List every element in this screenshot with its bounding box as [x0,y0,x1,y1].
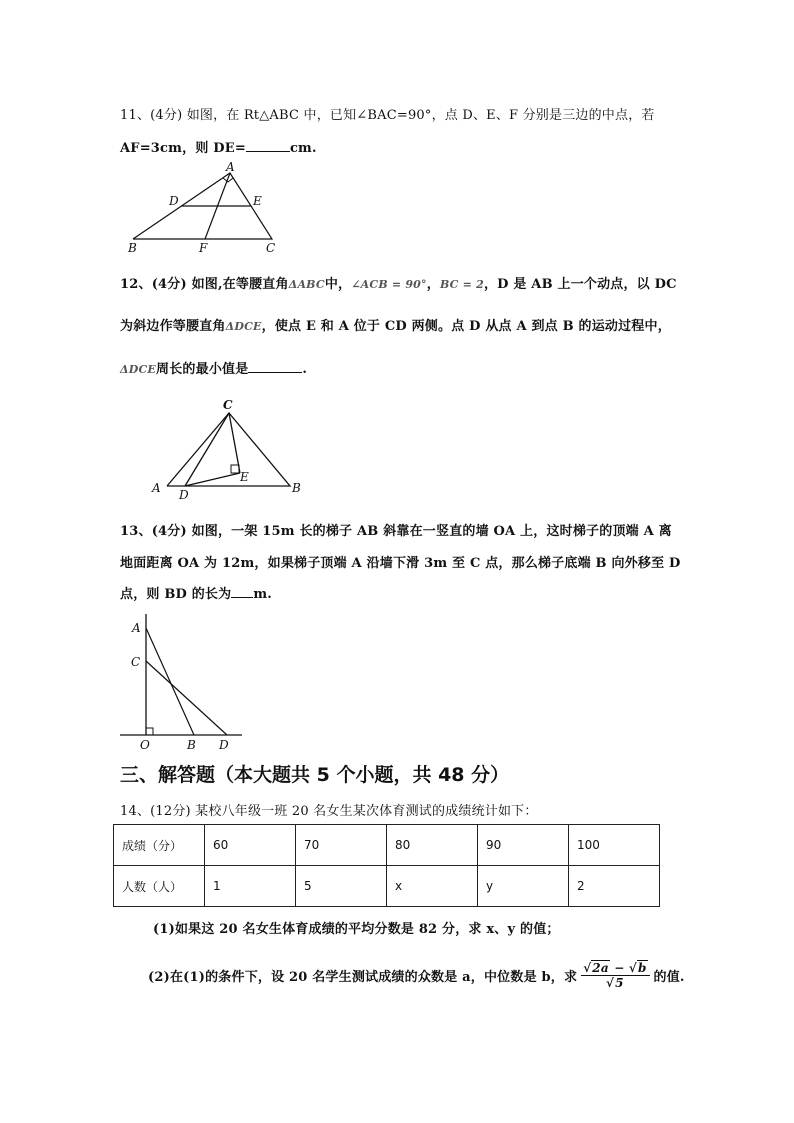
table-cell: 100 [569,825,660,866]
label-e: E [240,470,249,484]
label-b: B [128,241,137,255]
sqrt-b: b [637,960,647,975]
right-angle-mark [146,728,153,735]
segment-de [185,473,240,486]
table-cell: 80 [387,825,478,866]
ladder-cd [146,661,227,735]
label-a: A [226,160,235,174]
q13-text: m. [253,587,273,602]
table-cell: 人数（人） [114,866,205,907]
table-row [114,866,660,907]
segment-ce [229,413,240,473]
q12-text: 中， [324,277,352,292]
label-b: B [187,738,196,752]
fraction-numerator: √2a − √b [581,961,649,976]
math-triangle-abc: ΔABC [288,278,325,291]
right-angle-mark [231,465,239,473]
label-f: F [199,241,208,255]
sqrt-5: 5 [615,975,624,990]
q12-text: . [302,362,308,377]
q13-line2: 地面距离 OA 为 12m，如果梯子顶端 A 沿墙下滑 3m 至 C 点，那么梯子底端 B 向外移至 D [120,556,681,571]
q14-intro: 14、(12分) 某校八年级一班 20 名女生某次体育测试的成绩统计如下： [120,804,538,819]
q11-line2-unit: cm. [289,141,317,156]
q11-figure [120,158,285,258]
q13-line3 [120,583,272,602]
table-cell: 1 [205,866,296,907]
answer-blank [231,585,253,598]
table-row [114,825,660,866]
label-a: A [152,481,161,495]
q11-line2-text: AF=3cm，则 DE= [120,141,246,156]
triangle-abc [167,413,290,486]
q11-line2 [120,137,317,156]
table-cell: 成绩（分） [114,825,205,866]
q13-line1: 13、(4分) 如图，一架 15m 长的梯子 AB 斜靠在一竖直的墙 OA 上，这时梯子的顶端 A 离 [120,524,672,539]
fraction-denominator: √5 [606,975,624,990]
q12-text: 周长的最小值是 [156,362,249,377]
section-heading: 三、解答题（本大题共 5 个小题，共 48 分） [120,764,510,786]
score-table [113,824,660,907]
q12-figure [150,395,310,500]
q12-text: 12、(4分) 如图,在等腰直角 [120,277,289,292]
answer-blank [248,360,302,373]
answer-blank [246,139,290,152]
table-cell: x [387,866,478,907]
table-cell: 70 [296,825,387,866]
sqrt-2a: 2a [592,960,609,975]
q11-line1: 11、(4分) 如图，在 Rt△ABC 中，已知∠BAC=90°，点 D、E、F 分别是三边的中点，若 [120,108,655,123]
table-cell: 5 [296,866,387,907]
table-cell: 90 [478,825,569,866]
q12-line2 [120,315,671,334]
label-a: A [132,621,141,635]
math-triangle-dce: ΔDCE [120,363,157,376]
label-o: O [140,738,150,752]
q12-text: 为斜边作等腰直角 [120,319,226,334]
q13-figure [120,612,250,752]
minus-sign: − [609,960,629,975]
fraction [581,961,649,990]
q13-text: 点，则 BD 的长为 [120,587,232,602]
label-e: E [253,194,262,208]
segment-dc [185,413,229,486]
math-bc: BC = 2 [439,278,484,291]
math-angle: ∠ACB = 90° [351,278,427,291]
q14-text: 的值. [653,969,685,985]
q12-line1 [120,273,677,292]
label-c: C [266,241,276,255]
table-cell: y [478,866,569,907]
ladder-ab [146,628,194,735]
q12-text: ， [426,277,440,292]
q12-text: ，D 是 AB 上一个动点，以 DC [483,277,677,292]
label-d: D [179,488,189,500]
table-cell: 60 [205,825,296,866]
label-d: D [219,738,229,752]
q12-text: ，使点 E 和 A 位于 CD 两侧。点 D 从点 A 到点 B 的运动过程中， [261,319,671,334]
math-triangle-dce: ΔDCE [225,320,262,333]
q14-text: (2)在(1)的条件下，设 20 名学生测试成绩的众数是 a，中位数是 b，求 [148,969,578,985]
table-cell: 2 [569,866,660,907]
q12-line3 [120,358,307,377]
label-c: C [223,398,233,412]
q14-part1: (1)如果这 20 名女生体育成绩的平均分数是 82 分，求 x、y 的值； [153,922,560,937]
label-b: B [292,481,301,495]
q14-part2 [148,950,685,1000]
label-d: D [169,194,179,208]
label-c: C [131,655,141,669]
